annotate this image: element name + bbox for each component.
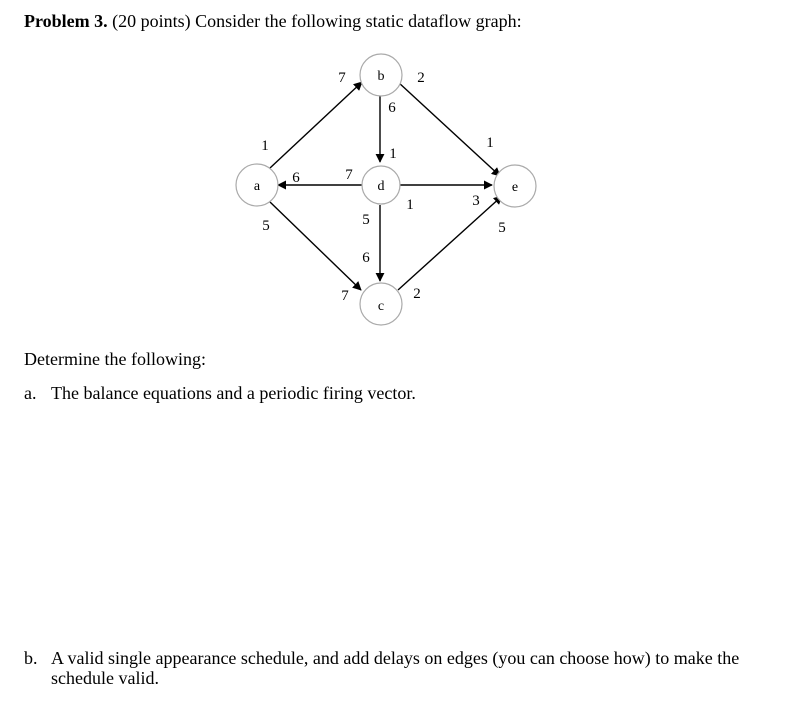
rate-b-e-in: 1: [486, 135, 494, 151]
rate-d-c-out: 5: [362, 212, 370, 228]
node-d-label: d: [377, 179, 385, 194]
edge-a-c: [270, 202, 361, 290]
rate-d-a-in: 6: [292, 170, 300, 186]
rate-d-e-out: 1: [406, 197, 414, 213]
rate-a-b-in: 7: [338, 70, 346, 86]
part-b: [24, 647, 794, 691]
rate-c-e-out: 2: [413, 286, 421, 302]
problem-label: Problem 3.: [24, 11, 108, 31]
part-a-label: a.: [24, 383, 37, 403]
rate-b-d-in: 1: [389, 146, 397, 162]
node-c-label: c: [377, 299, 385, 314]
rate-d-c-in: 6: [362, 250, 370, 266]
rate-b-d-out: 6: [388, 100, 396, 116]
node-b-label: b: [377, 69, 385, 84]
part-a-text: The balance equations and a periodic firing vector.: [51, 383, 416, 403]
part-b-line1: A valid single appearance schedule, and add delays on edges (you can choose how) to make the: [51, 648, 740, 668]
rate-c-e-in: 5: [498, 220, 506, 236]
edge-a-b: [270, 82, 362, 168]
node-a-label: a: [253, 179, 261, 194]
problem-statement: Consider the following static dataflow graph:: [195, 11, 522, 31]
rate-d-a-out: 7: [345, 167, 353, 183]
part-b-line2: schedule valid.: [51, 668, 159, 688]
determine-text: Determine the following:: [24, 349, 206, 369]
part-b-label: b.: [24, 648, 38, 668]
edge-b-e: [398, 82, 500, 176]
rate-a-c-in: 7: [341, 288, 349, 304]
rate-b-e-out: 2: [417, 70, 425, 86]
rate-d-e-in: 3: [472, 193, 480, 209]
rate-a-b-out: 1: [261, 138, 269, 154]
rate-a-c-out: 5: [262, 218, 270, 234]
problem-points: (20 points): [112, 11, 191, 31]
part-a: [24, 382, 784, 404]
node-e-label: e: [511, 180, 519, 195]
